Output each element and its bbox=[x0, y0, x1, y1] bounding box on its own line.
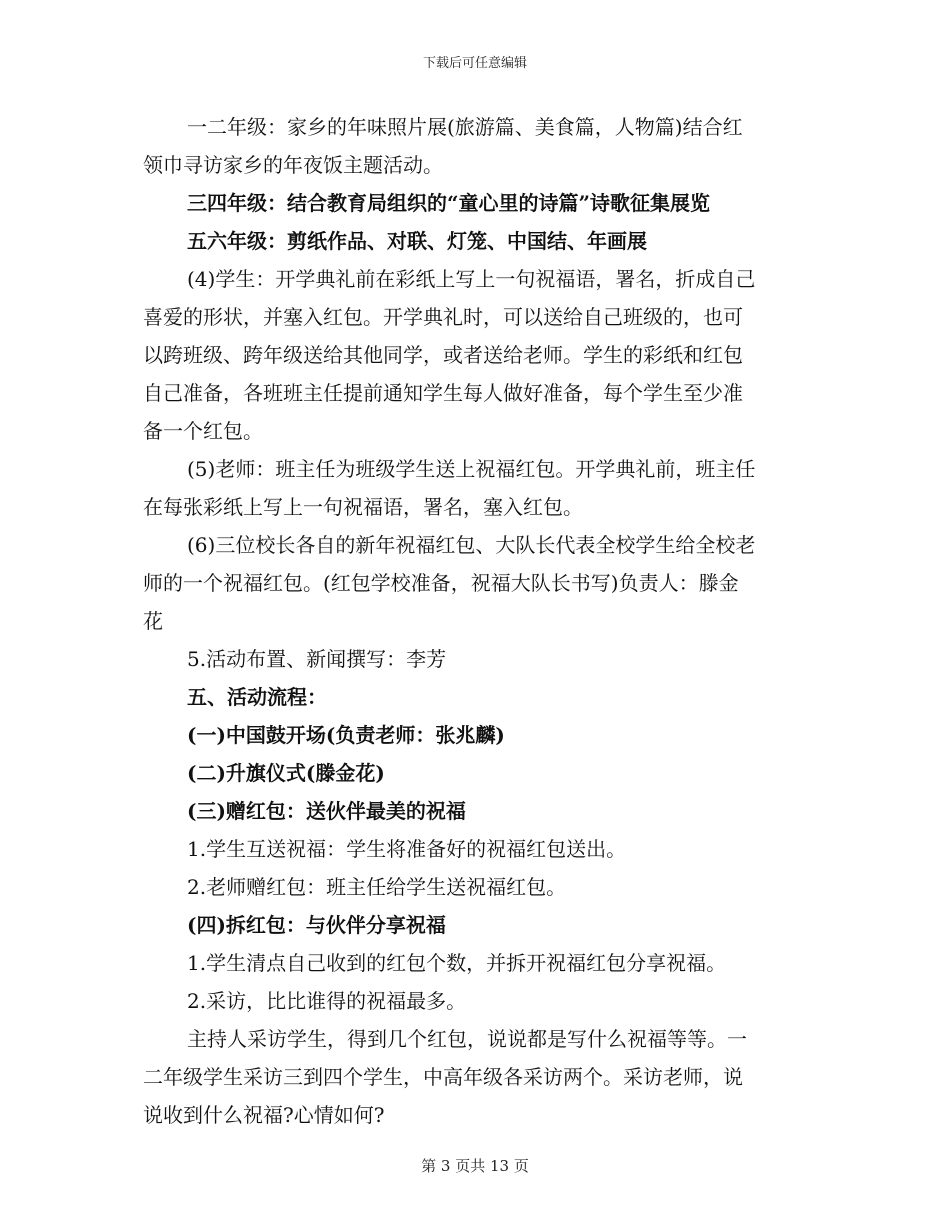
paragraph-p17 bbox=[143, 1020, 811, 1134]
paragraph-line: 花 bbox=[143, 609, 163, 633]
paragraph-line: (三)赠红包：送伙伴最美的祝福 bbox=[187, 799, 466, 823]
paragraph-line: 自己准备，各班班主任提前通知学生每人做好准备，每个学生至少准 bbox=[143, 381, 743, 405]
paragraph-p5 bbox=[143, 450, 811, 526]
paragraph-p1 bbox=[143, 108, 811, 184]
paragraph-line: 三四年级：结合教育局组织的“童心里的诗篇”诗歌征集展览 bbox=[187, 191, 711, 215]
paragraph-line: 主持人采访学生，得到几个红包，说说都是写什么祝福等等。一 bbox=[187, 1027, 747, 1051]
paragraph-p11 bbox=[143, 792, 811, 830]
paragraph-line: (4)学生：开学典礼前在彩纸上写上一句祝福语，署名，折成自己 bbox=[187, 267, 756, 291]
paragraph-line: 领巾寻访家乡的年夜饭主题活动。 bbox=[143, 153, 443, 177]
paragraph-line: 以跨班级、跨年级送给其他同学，或者送给老师。学生的彩纸和红包 bbox=[143, 343, 743, 367]
paragraph-line: 喜爱的形状，并塞入红包。开学典礼时，可以送给自己班级的，也可 bbox=[143, 305, 743, 329]
document-body bbox=[143, 108, 811, 1134]
paragraph-p16 bbox=[143, 982, 811, 1020]
paragraph-p6 bbox=[143, 526, 811, 640]
paragraph-line: 在每张彩纸上写上一句祝福语，署名，塞入红包。 bbox=[143, 495, 583, 519]
paragraph-line: 五六年级：剪纸作品、对联、灯笼、中国结、年画展 bbox=[187, 229, 647, 253]
paragraph-p2 bbox=[143, 184, 811, 222]
paragraph-line: 5.活动布置、新闻撰写：李芳 bbox=[187, 647, 447, 671]
paragraph-line: 师的一个祝福红包。(红包学校准备，祝福大队长书写)负责人：滕金 bbox=[143, 571, 739, 595]
paragraph-line: 备一个红包。 bbox=[143, 419, 263, 443]
paragraph-line: 一二年级：家乡的年味照片展(旅游篇、美食篇，人物篇)结合红 bbox=[187, 115, 743, 139]
paragraph-line: 2.老师赠红包：班主任给学生送祝福红包。 bbox=[187, 875, 567, 899]
page-header: 下载后可任意编辑 bbox=[422, 56, 527, 71]
paragraph-line: 五、活动流程： bbox=[187, 685, 327, 709]
page-footer: 第 3 页共 13 页 bbox=[421, 1157, 529, 1175]
paragraph-p13 bbox=[143, 868, 811, 906]
paragraph-line: 二年级学生采访三到四个学生，中高年级各采访两个。采访老师，说 bbox=[143, 1065, 743, 1089]
paragraph-p15 bbox=[143, 944, 811, 982]
paragraph-p7 bbox=[143, 640, 811, 678]
paragraph-p9 bbox=[143, 716, 811, 754]
paragraph-p10 bbox=[143, 754, 811, 792]
paragraph-line: 说收到什么祝福?心情如何? bbox=[143, 1103, 385, 1127]
paragraph-p8 bbox=[143, 678, 811, 716]
paragraph-line: (四)拆红包：与伙伴分享祝福 bbox=[187, 913, 446, 937]
paragraph-p12 bbox=[143, 830, 811, 868]
paragraph-line: 1.学生清点自己收到的红包个数，并拆开祝福红包分享祝福。 bbox=[187, 951, 727, 975]
paragraph-line: 2.采访，比比谁得的祝福最多。 bbox=[187, 989, 467, 1013]
paragraph-line: (一)中国鼓开场(负责老师：张兆麟) bbox=[187, 723, 505, 747]
paragraph-line: (二)升旗仪式(滕金花) bbox=[187, 761, 385, 785]
paragraph-line: 1.学生互送祝福：学生将准备好的祝福红包送出。 bbox=[187, 837, 627, 861]
paragraph-p4 bbox=[143, 260, 811, 450]
paragraph-line: (6)三位校长各自的新年祝福红包、大队长代表全校学生给全校老 bbox=[187, 533, 756, 557]
paragraph-p3 bbox=[143, 222, 811, 260]
paragraph-p14 bbox=[143, 906, 811, 944]
paragraph-line: (5)老师：班主任为班级学生送上祝福红包。开学典礼前，班主任 bbox=[187, 457, 756, 481]
